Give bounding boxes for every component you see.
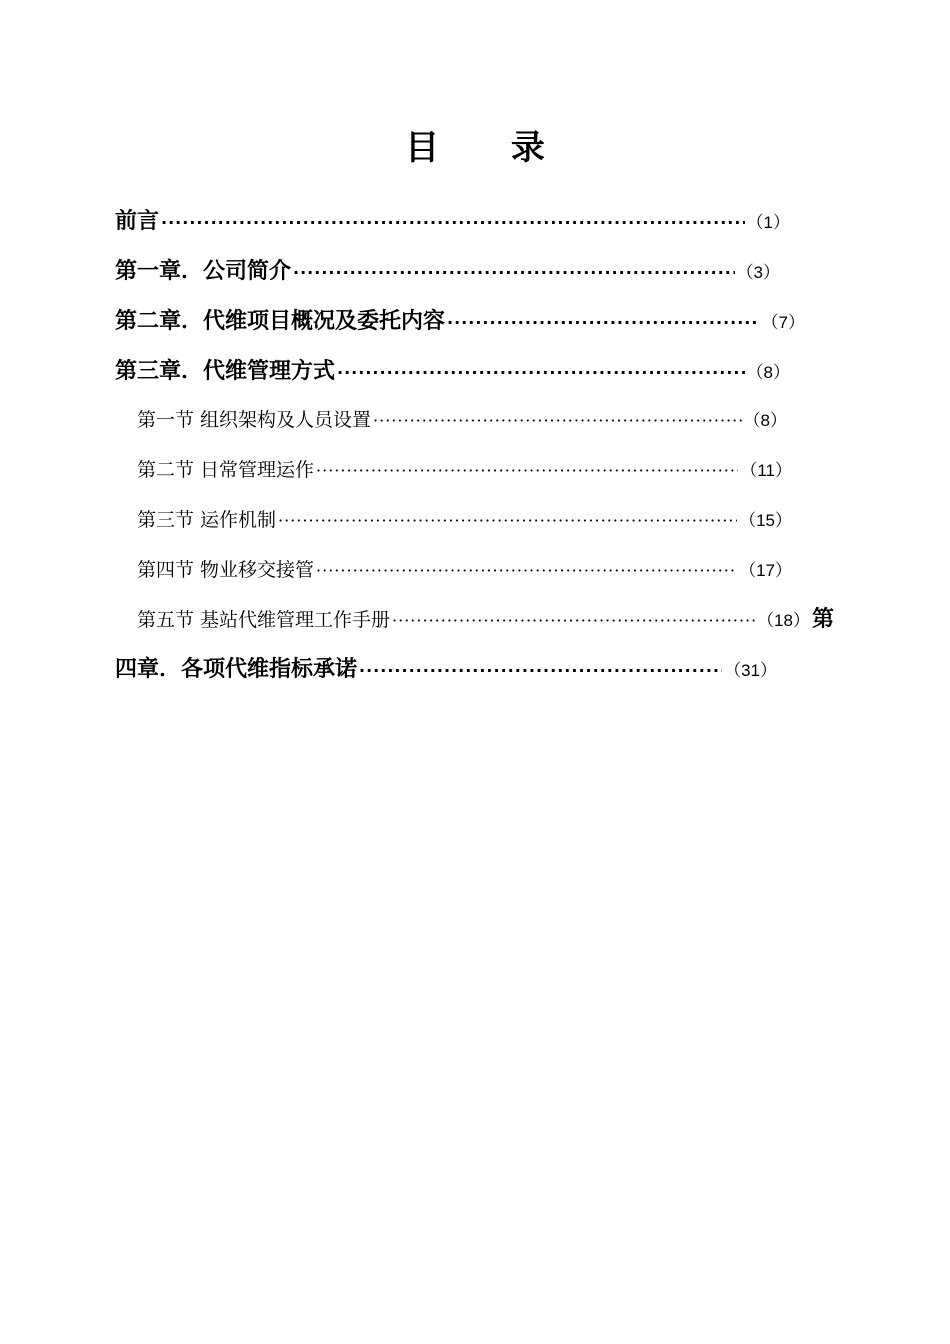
toc-entry-label: 第一章．公司简介 (115, 259, 292, 284)
dot-leader (373, 405, 741, 437)
toc-entry-label: 第五节 基站代维管理工作手册 (137, 609, 391, 631)
toc-entry-label: 四章．各项代维指标承诺 (115, 657, 358, 682)
toc-entry-label: 第一节 组织架构及人员设置 (137, 409, 372, 431)
toc-entry-label: 第四节 物业移交接管 (137, 559, 315, 581)
toc-entry-section-2[interactable] (137, 454, 792, 486)
toc-entry-label: 第三章．代维管理方式 (115, 359, 336, 384)
toc-entry-label: 前言 (115, 209, 160, 234)
dot-leader (293, 257, 735, 289)
toc-entry-page: （8） (746, 363, 790, 382)
dot-leader (316, 555, 737, 587)
toc-entry-page: （7） (761, 313, 805, 332)
toc-entry-page: （17） (739, 561, 792, 580)
dot-leader (447, 307, 760, 339)
toc-entry-chapter-4[interactable] (115, 654, 777, 686)
wrapped-chapter-prefix: 第 (811, 607, 834, 632)
toc-entry-page: （18） (757, 611, 810, 630)
toc-entry-section-4[interactable] (137, 554, 792, 586)
toc-entry-label: 第二章．代维项目概况及委托内容 (115, 309, 446, 334)
toc-entry-page: （3） (736, 263, 780, 282)
toc-entry-chapter-1[interactable] (115, 256, 780, 288)
toc-entry-section-3[interactable] (137, 504, 792, 536)
toc-entry-section-1[interactable] (137, 404, 787, 436)
dot-leader (337, 357, 745, 389)
toc-entry-page: （11） (740, 461, 792, 480)
toc-entry-label: 第二节 日常管理运作 (137, 459, 315, 481)
dot-leader (316, 455, 738, 487)
toc-entry-label: 第三节 运作机制 (137, 509, 277, 531)
toc-entry-preface[interactable] (115, 206, 790, 238)
toc-entry-chapter-2[interactable] (115, 306, 805, 338)
dot-leader (392, 605, 755, 637)
toc-entry-page: （8） (743, 411, 787, 430)
toc-entry-page: （15） (739, 511, 792, 530)
toc-entry-section-5[interactable] (137, 604, 834, 636)
toc-entry-page: （1） (746, 213, 790, 232)
page-title: 目 录 (405, 128, 575, 168)
dot-leader (278, 505, 737, 537)
toc-entry-chapter-3[interactable] (115, 356, 790, 388)
toc-entry-page: （31） (724, 661, 777, 680)
dot-leader (161, 207, 745, 239)
dot-leader (359, 655, 722, 687)
